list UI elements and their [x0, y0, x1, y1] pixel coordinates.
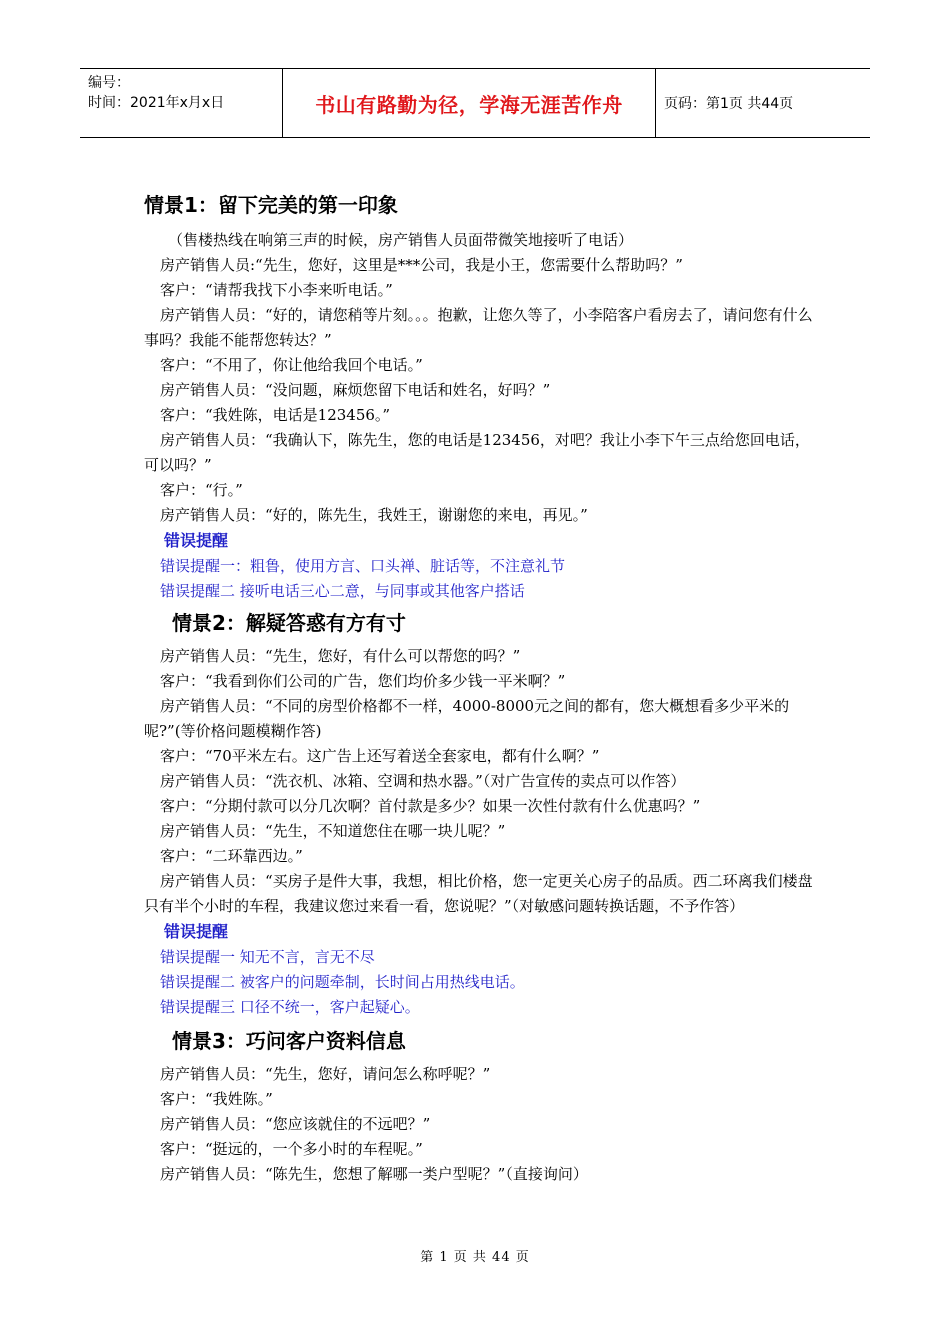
- warning-heading: 错误提醒: [164, 922, 229, 941]
- paragraph: 房产销售人员：“先生，不知道您住在哪一块儿呢？”: [160, 822, 506, 840]
- paragraph: 房产销售人员:“先生，您好，这里是***公司，我是小王，您需要什么帮助吗？”: [160, 256, 683, 274]
- paragraph: 客户：“70平米左右。这广告上还写着送全套家电，都有什么啊？”: [160, 747, 600, 765]
- section-1-title: 情景1：留下完美的第一印象: [144, 193, 398, 217]
- paragraph: 房产销售人员：“先生，您好，有什么可以帮您的吗？”: [160, 647, 521, 665]
- paragraph: 客户：“二环靠西边。”: [160, 847, 303, 865]
- paragraph: 客户：“我姓陈。”: [160, 1090, 273, 1108]
- paragraph: 客户：“行。”: [160, 481, 243, 499]
- warning-item: 错误提醒二 接听电话三心二意，与同事或其他客户搭话: [160, 582, 525, 600]
- paragraph: 客户：“我姓陈，电话是123456。”: [160, 406, 391, 424]
- paragraph: 房产销售人员：“洗衣机、冰箱、空调和热水器。”（对广告宣传的卖点可以作答）: [160, 772, 686, 790]
- page-header: [80, 68, 870, 138]
- paragraph: 客户：“挺远的，一个多小时的车程呢。”: [160, 1140, 423, 1158]
- paragraph: 房产销售人员：“我确认下，陈先生，您的电话是123456，对吧？我让小李下午三点给您回电话，可以吗？”: [144, 431, 810, 474]
- paragraph: 房产销售人员：“买房子是件大事，我想，相比价格，您一定更关心房子的品质。西二环离我们楼盘只有半个小时的车程，我建议您过来看一看，您说呢？”（对敏感问题转换话题，不予作答）: [144, 872, 813, 915]
- section-2-title: 情景2：解疑答惑有方有寸: [172, 611, 406, 635]
- header-motto: 书山有路勤为径，学海无涯苦作舟: [283, 69, 656, 137]
- doc-number-label: 编号：: [88, 75, 130, 91]
- paragraph: 房产销售人员：“好的，请您稍等片刻。。。抱歉，让您久等了，小李陪客户看房去了，请问您有什么事吗？我能不能帮您转达？”: [144, 306, 813, 349]
- paragraph: 房产销售人员：“您应该就住的不远吧？”: [160, 1115, 431, 1133]
- doc-date-label: 时间：2021年x月x日: [88, 95, 225, 111]
- paragraph: 房产销售人员：“好的，陈先生，我姓王，谢谢您的来电，再见。”: [160, 506, 588, 524]
- paragraph: 客户：“我看到你们公司的广告，您们均价多少钱一平米啊？”: [160, 672, 566, 690]
- paragraph: （售楼热线在响第三声的时候，房产销售人员面带微笑地接听了电话）: [168, 231, 634, 249]
- section-3-title: 情景3：巧问客户资料信息: [172, 1029, 406, 1053]
- paragraph: 客户：“不用了，你让他给我回个电话。”: [160, 356, 423, 374]
- paragraph: 客户：“分期付款可以分几次啊？首付款是多少？如果一次性付款有什么优惠吗？”: [160, 797, 701, 815]
- warning-item: 错误提醒二 被客户的问题牵制，长时间占用热线电话。: [160, 973, 525, 991]
- warning-item: 错误提醒一：粗鲁，使用方言、口头禅、脏话等，不注意礼节: [160, 557, 566, 575]
- header-meta-cell: [80, 69, 283, 137]
- page-footer: 第 1 页 共 44 页: [420, 1250, 530, 1265]
- paragraph: 房产销售人员：“先生，您好，请问怎么称呼呢？”: [160, 1065, 491, 1083]
- paragraph: 房产销售人员：“不同的房型价格都不一样，4000-8000元之间的都有，您大概想看多少平米的呢?”(等价格问题模糊作答): [144, 697, 790, 740]
- paragraph: 客户：“请帮我找下小李来听电话。”: [160, 281, 393, 299]
- header-page-label: 页码：第1页 共44页: [664, 96, 794, 112]
- paragraph: 房产销售人员：“陈先生，您想了解哪一类户型呢？”（直接询问）: [160, 1165, 588, 1183]
- warning-item: 错误提醒一 知无不言，言无不尽: [160, 948, 375, 966]
- warning-heading: 错误提醒: [164, 531, 229, 550]
- document-body: [144, 190, 820, 1187]
- paragraph: 房产销售人员：“没问题，麻烦您留下电话和姓名，好吗？”: [160, 381, 551, 399]
- warning-item: 错误提醒三 口径不统一，客户起疑心。: [160, 998, 420, 1016]
